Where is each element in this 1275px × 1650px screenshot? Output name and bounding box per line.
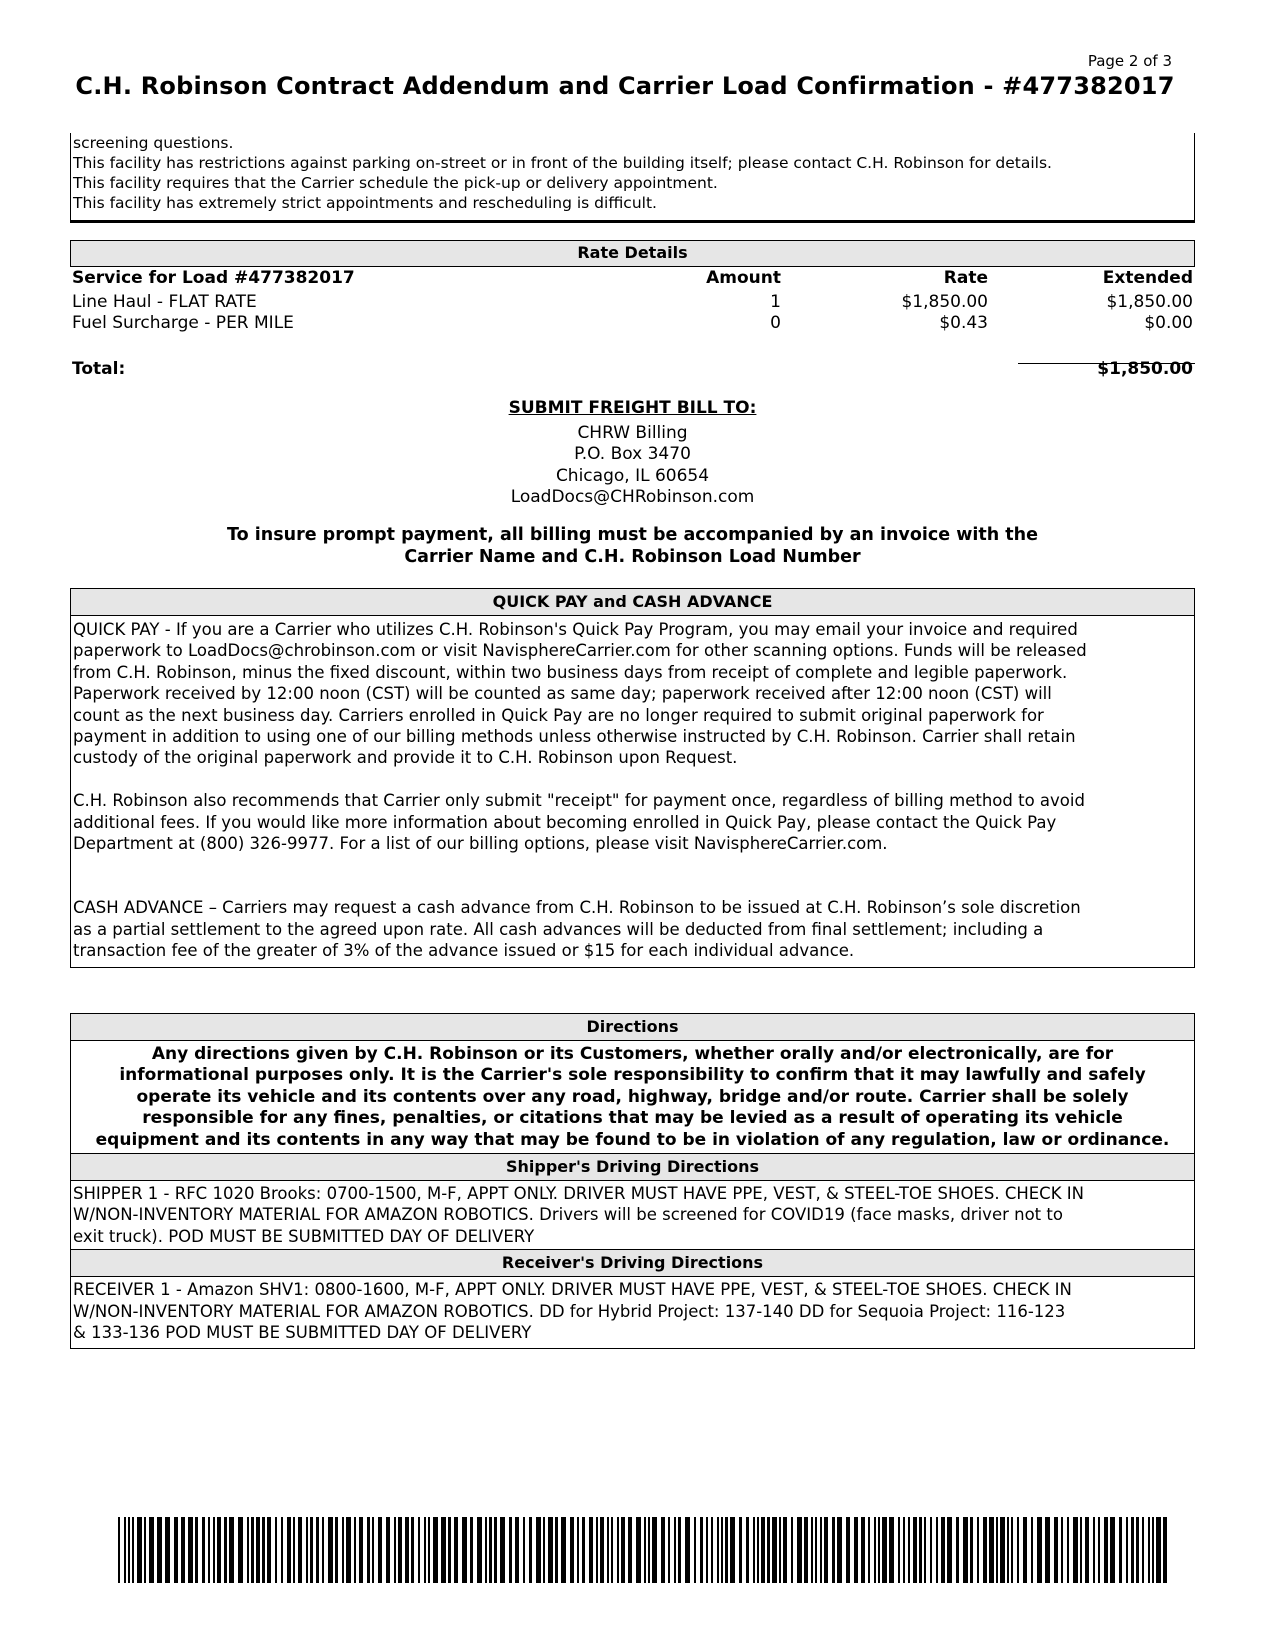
total-label: Total: (72, 359, 126, 379)
billing-address-line: Chicago, IL 60654 (555, 465, 710, 486)
barcode-bar (306, 1517, 308, 1583)
barcode-bar (477, 1517, 482, 1583)
barcode-bar (674, 1517, 676, 1583)
barcode-bar (548, 1517, 553, 1583)
barcode-bar (648, 1517, 650, 1583)
barcode-bar (256, 1517, 260, 1583)
rate-extended: $0.00 (1144, 313, 1193, 333)
rate-amount: 1 (770, 292, 781, 312)
barcode-bar (195, 1517, 198, 1583)
barcode-bar (543, 1517, 545, 1583)
rate-column-headers (70, 268, 1195, 290)
barcode-bar (1080, 1517, 1082, 1583)
quick-pay-line: Paperwork received by 12:00 noon (CST) will be counted as same day; paperwork received after 12:00 noon (CST) will (73, 684, 1052, 704)
barcode-bar (970, 1517, 973, 1583)
quick-pay-body (71, 616, 1194, 963)
barcode-bar (868, 1517, 870, 1583)
facility-note: This facility requires that the Carrier schedule the pick-up or delivery appointment. (73, 174, 718, 192)
barcode-bar (555, 1517, 558, 1583)
barcode-bar (717, 1517, 719, 1583)
barcode-bar (1085, 1517, 1089, 1583)
directions-section (70, 1013, 1195, 1349)
shipper-directions-line: W/NON-INVENTORY MATERIAL FOR AMAZON ROBOTICS. Drivers will be screened for COVID19 (face masks, driver not to (73, 1205, 1063, 1225)
barcode-bar (919, 1517, 922, 1583)
barcode-bar (941, 1517, 945, 1583)
quick-pay-line: from C.H. Robinson, minus the fixed discount, within two business days from receipt of complete and legible paperwork. (73, 662, 1068, 682)
barcode-bar (783, 1517, 787, 1583)
barcode-bar (947, 1517, 952, 1583)
barcode-bar (335, 1517, 338, 1583)
barcode-bar (811, 1517, 813, 1583)
barcode-bar (188, 1517, 193, 1583)
barcode-bar (405, 1517, 409, 1583)
barcode-bar (275, 1517, 277, 1583)
barcode-bar (157, 1517, 162, 1583)
quick-pay-line: paperwork to LoadDocs@chrobinson.com or visit NavisphereCarrier.com for other scanning options. Funds will be released (73, 641, 1087, 661)
barcode-bar (267, 1517, 271, 1583)
barcode-bar (956, 1517, 959, 1583)
barcode-bar (1045, 1517, 1050, 1583)
barcode-bar (746, 1517, 749, 1583)
barcode-bar (861, 1517, 865, 1583)
quick-pay-line: QUICK PAY - If you are a Carrier who utilizes C.H. Robinson's Quick Pay Program, you may email your invoice and required (73, 620, 1078, 639)
quick-pay-line: C.H. Robinson also recommends that Carrier only submit "receipt" for payment once, regardless of billing method to avoid (73, 791, 1085, 811)
barcode-bar (293, 1517, 295, 1583)
submit-freight-bill (70, 398, 1195, 509)
barcode-bar (989, 1517, 994, 1583)
barcode-bar (251, 1517, 254, 1583)
barcode-bar (378, 1517, 382, 1583)
receiver-directions-line: & 133-136 POD MUST BE SUBMITTED DAY OF DELIVERY (73, 1323, 532, 1343)
barcode-bar (996, 1517, 998, 1583)
quick-pay-line: Department at (800) 326-9977. For a list of our billing options, please visit NavisphereCarrier.com. (73, 834, 888, 854)
barcode-bar (470, 1517, 473, 1583)
rate-service: Line Haul - FLAT RATE (72, 292, 257, 312)
barcode-bar (428, 1517, 430, 1583)
barcode-bar (1007, 1517, 1009, 1583)
barcode-bar (1054, 1517, 1058, 1583)
billing-email: LoadDocs@CHRobinson.com (510, 487, 755, 507)
barcode-bar (132, 1517, 134, 1583)
rate-value: $0.43 (939, 313, 988, 333)
barcode-bar (1098, 1517, 1100, 1583)
barcode-bar (706, 1517, 708, 1583)
barcode-bar (224, 1517, 227, 1583)
barcode-bar (128, 1517, 130, 1583)
barcode-bar (489, 1517, 492, 1583)
barcode-bar (685, 1517, 690, 1583)
quick-pay-line: count as the next business day. Carriers enrolled in Quick Pay are no longer required to submit original paperwork for (73, 705, 1044, 725)
barcode-bar (924, 1517, 926, 1583)
barcode-bar (500, 1517, 505, 1583)
barcode-bar (711, 1517, 713, 1583)
barcode-bar (281, 1517, 283, 1583)
cash-advance-line: as a partial settlement to the agreed upon rate. All cash advances will be deducted from final settlement; including a (73, 919, 1044, 939)
barcode-bar (287, 1517, 291, 1583)
barcode-bar (118, 1517, 120, 1583)
barcode-bar (804, 1517, 808, 1583)
billing-address-line: P.O. Box 3470 (574, 444, 691, 464)
quick-pay-line: additional fees. If you would like more information about becoming enrolled in Quick Pay, please contact the Quick Pay (73, 812, 1057, 832)
barcode-bar (462, 1517, 467, 1583)
barcode-bar (757, 1517, 759, 1583)
rate-amount: 0 (770, 313, 781, 333)
rate-column-header: Rate (943, 268, 988, 288)
cash-advance-line: CASH ADVANCE – Carriers may request a cash advance from C.H. Robinson to be issued at C.H. Robinson’s sole discretion (73, 898, 1081, 918)
barcode-bar (913, 1517, 917, 1583)
barcode-bar (1152, 1517, 1154, 1583)
barcode-bar (837, 1517, 842, 1583)
barcode-bar (589, 1517, 593, 1583)
barcode-bar (124, 1517, 126, 1583)
barcode-bar (797, 1517, 802, 1583)
barcode-bar (832, 1517, 835, 1583)
barcode-bar (1136, 1517, 1139, 1583)
barcode-bar (600, 1517, 604, 1583)
barcode-bar (874, 1517, 876, 1583)
barcode-bar (310, 1517, 313, 1583)
barcode-bar (607, 1517, 609, 1583)
barcode-bar (983, 1517, 987, 1583)
barcode-bar (882, 1517, 887, 1583)
barcode-bar (433, 1517, 438, 1583)
barcode-bar (137, 1517, 142, 1583)
barcode-bar (298, 1517, 302, 1583)
shipper-directions (71, 1181, 1194, 1250)
barcode-bar (386, 1517, 390, 1583)
barcode-bar (181, 1517, 185, 1583)
barcode-bar (1142, 1517, 1144, 1583)
barcode-bar (767, 1517, 770, 1583)
barcode-bar (342, 1517, 344, 1583)
barcode-bar (644, 1517, 646, 1583)
barcode-bar (322, 1517, 324, 1583)
barcode-bar (700, 1517, 703, 1583)
barcode-bar (908, 1517, 910, 1583)
barcode-bar (144, 1517, 146, 1583)
barcode-bar (621, 1517, 625, 1583)
barcode-bar (617, 1517, 619, 1583)
barcode-bar (903, 1517, 905, 1583)
barcode-bar (359, 1517, 363, 1583)
billing-address-line: CHRW Billing (577, 422, 688, 443)
quick-pay-line: payment in addition to using one of our billing methods unless otherwise instructed by C.H. Robinson. Carrier shall retain (73, 727, 1076, 747)
barcode-bar (1148, 1517, 1150, 1583)
barcode-bar (424, 1517, 426, 1583)
barcode-bar (418, 1517, 420, 1583)
barcode-bar (448, 1517, 451, 1583)
barcode-bar (753, 1517, 755, 1583)
barcode-bar (1119, 1517, 1122, 1583)
barcode-bar (509, 1517, 512, 1583)
barcode-bar (1061, 1517, 1063, 1583)
service-column-header: Service for Load #477382017 (72, 268, 355, 288)
barcode-bar (149, 1517, 154, 1583)
rate-row (70, 292, 1195, 314)
total-value: $1,850.00 (1097, 359, 1193, 379)
receiver-directions-line: RECEIVER 1 - Amazon SHV1: 0800-1600, M-F, APPT ONLY. DRIVER MUST HAVE PPE, VEST, & STEEL-TOE SHOES. CHECK IN (73, 1280, 1072, 1300)
barcode-bar (208, 1517, 210, 1583)
barcode-bar (202, 1517, 205, 1583)
barcode-bar (678, 1517, 681, 1583)
barcode-bar (229, 1517, 234, 1583)
barcode-bar (661, 1517, 665, 1583)
barcode-bar (165, 1517, 170, 1583)
barcode-bar (1156, 1517, 1161, 1583)
receiver-directions (71, 1277, 1194, 1345)
barcode-bar (354, 1517, 356, 1583)
billing-note (70, 525, 1195, 568)
barcode-bar (485, 1517, 487, 1583)
barcode-bar (668, 1517, 670, 1583)
directions-header: Directions (71, 1014, 1194, 1041)
barcode-bar (824, 1517, 828, 1583)
directions-notice-line: operate its vehicle and its contents over any road, highway, bridge and/or route. Carrier shall be solely (136, 1086, 1129, 1107)
barcode-bar (523, 1517, 525, 1583)
barcode-bar (1163, 1517, 1167, 1583)
rate-value: $1,850.00 (901, 292, 988, 312)
barcode-bar (441, 1517, 446, 1583)
barcode-bar (977, 1517, 979, 1583)
barcode-bar (262, 1517, 265, 1583)
barcode-bar (652, 1517, 657, 1583)
barcode-bar (367, 1517, 370, 1583)
barcode-bar (494, 1517, 497, 1583)
barcode-bar (739, 1517, 742, 1583)
quick-pay-section (70, 588, 1195, 968)
facility-notes (70, 133, 1195, 223)
barcode-bar (1031, 1517, 1033, 1583)
barcode-bar (779, 1517, 781, 1583)
barcode-bar (846, 1517, 850, 1583)
barcode-bar (1017, 1517, 1019, 1583)
barcode-bar (854, 1517, 858, 1583)
barcode-bar (1023, 1517, 1027, 1583)
barcode (118, 1517, 1171, 1583)
barcode-bar (411, 1517, 414, 1583)
barcode-bar (536, 1517, 541, 1583)
amount-column-header: Amount (706, 268, 781, 288)
shipper-directions-line: SHIPPER 1 - RFC 1020 Brooks: 0700-1500, M-F, APPT ONLY. DRIVER MUST HAVE PPE, VEST, & STEEL-TOE SHOES. CHECK IN (73, 1184, 1084, 1204)
extended-column-header: Extended (1102, 268, 1193, 288)
barcode-bar (570, 1517, 574, 1583)
barcode-bar (730, 1517, 735, 1583)
barcode-bar (1011, 1517, 1013, 1583)
barcode-bar (628, 1517, 632, 1583)
barcode-bar (316, 1517, 319, 1583)
rate-row (70, 313, 1195, 335)
barcode-bar (394, 1517, 396, 1583)
barcode-bar (636, 1517, 641, 1583)
barcode-bar (1126, 1517, 1128, 1583)
barcode-bar (247, 1517, 249, 1583)
barcode-bar (238, 1517, 243, 1583)
page-number: Page 2 of 3 (1087, 52, 1172, 70)
barcode-bar (454, 1517, 458, 1583)
barcode-bar (772, 1517, 777, 1583)
facility-note: screening questions. (73, 134, 234, 152)
barcode-bar (820, 1517, 822, 1583)
barcode-bar (346, 1517, 351, 1583)
barcode-bar (1110, 1517, 1115, 1583)
barcode-bar (1093, 1517, 1095, 1583)
quick-pay-line: custody of the original paperwork and provide it to C.H. Robinson upon Request. (73, 748, 738, 768)
barcode-bar (963, 1517, 968, 1583)
directions-notice-line: responsible for any fines, penalties, or citations that may be levied as a result of operating its vehicle (142, 1108, 1123, 1129)
barcode-bar (878, 1517, 880, 1583)
barcode-bar (761, 1517, 765, 1583)
barcode-bar (596, 1517, 598, 1583)
barcode-bar (328, 1517, 333, 1583)
barcode-bar (1073, 1517, 1078, 1583)
facility-note: This facility has restrictions against parking on-street or in front of the building itself; please contact C.H. Robinson for details. (73, 154, 1052, 172)
receiver-directions-header: Receiver's Driving Directions (71, 1250, 1194, 1277)
facility-note: This facility has extremely strict appointments and rescheduling is difficult. (73, 194, 657, 212)
barcode-bar (725, 1517, 728, 1583)
barcode-bar (398, 1517, 402, 1583)
barcode-bar (1000, 1517, 1005, 1583)
billing-note-line: Carrier Name and C.H. Robinson Load Number (404, 546, 861, 567)
barcode-bar (930, 1517, 932, 1583)
barcode-bar (174, 1517, 178, 1583)
document-title: C.H. Robinson Contract Addendum and Carrier Load Confirmation - #477382017 (75, 72, 1175, 100)
receiver-directions-line: W/NON-INVENTORY MATERIAL FOR AMAZON ROBOTICS. DD for Hybrid Project: 137-140 DD for Sequoia Project: 116-123 (73, 1301, 1066, 1321)
barcode-bar (1037, 1517, 1042, 1583)
barcode-bar (515, 1517, 519, 1583)
rate-details-header: Rate Details (70, 240, 1195, 267)
directions-notice (71, 1041, 1194, 1154)
shipper-directions-header: Shipper's Driving Directions (71, 1154, 1194, 1181)
barcode-bar (889, 1517, 894, 1583)
barcode-bar (577, 1517, 579, 1583)
rate-extended: $1,850.00 (1106, 292, 1193, 312)
barcode-bar (815, 1517, 817, 1583)
shipper-directions-line: exit truck). POD MUST BE SUBMITTED DAY OF DELIVERY (73, 1226, 535, 1246)
barcode-bar (213, 1517, 215, 1583)
submit-bill-title: SUBMIT FREIGHT BILL TO: (508, 398, 757, 418)
barcode-bar (1131, 1517, 1134, 1583)
barcode-bar (1067, 1517, 1069, 1583)
barcode-bar (611, 1517, 613, 1583)
rate-service: Fuel Surcharge - PER MILE (72, 313, 294, 333)
directions-notice-line: equipment and its contents in any way that may be found to be in violation of any regulation, law or ordinance. (95, 1129, 1170, 1150)
barcode-bar (582, 1517, 585, 1583)
barcode-bar (898, 1517, 900, 1583)
barcode-bar (529, 1517, 532, 1583)
quick-pay-header: QUICK PAY and CASH ADVANCE (71, 589, 1194, 616)
barcode-bar (694, 1517, 696, 1583)
barcode-bar (372, 1517, 374, 1583)
barcode-bar (561, 1517, 566, 1583)
barcode-bar (791, 1517, 793, 1583)
barcode-bar (936, 1517, 938, 1583)
cash-advance-line: transaction fee of the greater of 3% of the advance issued or $15 for each individual advance. (73, 941, 855, 961)
directions-notice-line: Any directions given by C.H. Robinson or its Customers, whether orally and/or electronically, are for (151, 1044, 1114, 1064)
barcode-bar (217, 1517, 221, 1583)
billing-note-line: To insure prompt payment, all billing must be accompanied by an invoice with the (227, 525, 1038, 545)
barcode-bar (721, 1517, 723, 1583)
total-row (70, 359, 1195, 381)
directions-notice-line: informational purposes only. It is the Carrier's sole responsibility to confirm that it may lawfully and safely (119, 1065, 1146, 1086)
barcode-bar (1104, 1517, 1108, 1583)
